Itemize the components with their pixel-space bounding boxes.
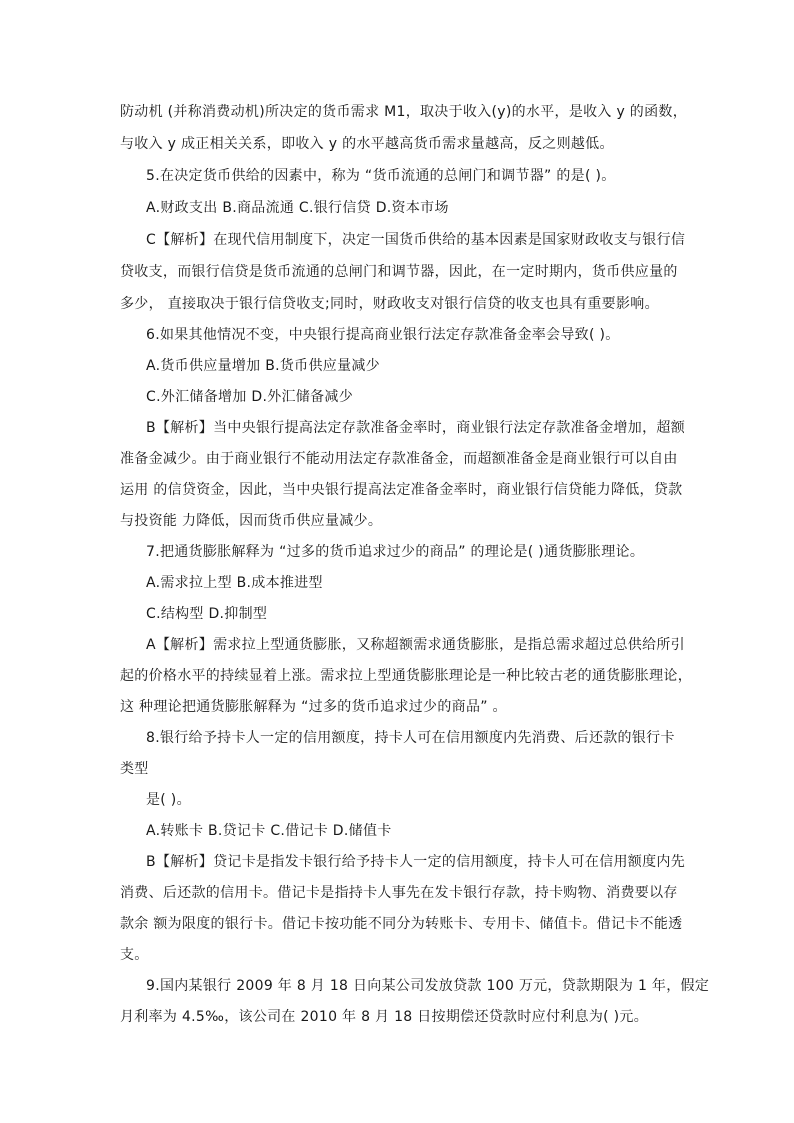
answer-7-line-1: A【解析】需求拉上型通货膨胀，又称超额需求通货膨胀，是指总需求超过总供给所引 (146, 637, 685, 653)
answer-5-line-2: 贷收支，而银行信贷是货币流通的总闸门和调节器，因此，在一定时期内，货币供应量的 (120, 264, 678, 280)
answer-6-line-2: 准备金减少。由于商业银行不能动用法定存款准备金，而超额准备金是商业银行可以自由 (120, 451, 678, 467)
question-7: 7.把通货膨胀解释为 “过多的货币追求过少的商品” 的理论是( )通货膨胀理论。 (146, 544, 645, 560)
answer-8-line-1: B【解析】贷记卡是指发卡银行给予持卡人一定的信用额度，持卡人可在信用额度内先 (146, 854, 686, 870)
question-8-options: A.转账卡 B.贷记卡 C.借记卡 D.储值卡 (146, 823, 392, 839)
answer-5-line-1: C【解析】在现代信用制度下，决定一国货币供给的基本因素是国家财政收支与银行信 (146, 232, 686, 248)
answer-7-line-2: 起的价格水平的持续显着上涨。需求拉上型通货膨胀理论是一种比较古老的通货膨胀理论， (120, 668, 692, 684)
question-5-options: A.财政支出 B.商品流通 C.银行信贷 D.资本市场 (146, 200, 449, 216)
question-6-options-cd: C.外汇储备增加 D.外汇储备减少 (146, 389, 354, 405)
question-8-line-2: 类型 (120, 761, 149, 777)
answer-6-line-3: 运用 的信贷资金，因此，当中央银行提高法定准备金率时，商业银行信贷能力降低，贷款 (120, 482, 683, 498)
paragraph-line-2: 与收入 y 成正相关关系，即收入 y 的水平越高货币需求量越高，反之则越低。 (120, 136, 614, 152)
answer-7-line-3: 这 种理论把通货膨胀解释为 “过多的货币追求过少的商品” 。 (120, 699, 507, 715)
answer-8-line-4: 支。 (120, 947, 149, 963)
answer-6-line-4: 与投资能 力降低，因而货币供应量减少。 (120, 513, 383, 529)
question-7-options-cd: C.结构型 D.抑制型 (146, 606, 268, 622)
answer-5-line-3: 多少， 直接取决于银行信贷收支;同时，财政收支对银行信贷的收支也具有重要影响。 (120, 296, 659, 312)
question-9: 9.国内某银行 2009 年 8 月 18 日向某公司发放贷款 100 万元，贷款期限为 1 年，假定 (146, 978, 710, 994)
question-8: 8.银行给予持卡人一定的信用额度，持卡人可在信用额度内先消费、后还款的银行卡 (146, 730, 675, 746)
question-8-line-3: 是( )。 (146, 792, 191, 808)
question-5: 5.在决定货币供给的因素中，称为 “货币流通的总闸门和调节器” 的是( )。 (146, 168, 616, 184)
question-7-options-ab: A.需求拉上型 B.成本推进型 (146, 575, 323, 591)
question-9-line-2: 月利率为 4.5‰，该公司在 2010 年 8 月 18 日按期偿还贷款时应付利息为( )元。 (120, 1009, 649, 1025)
question-6-options-ab: A.货币供应量增加 B.货币供应量减少 (146, 358, 380, 374)
question-6: 6.如果其他情况不变，中央银行提高商业银行法定存款准备金率会导致( )。 (146, 327, 620, 343)
answer-8-line-2: 消费、后还款的信用卡。借记卡是指持卡人事先在发卡银行存款，持卡购物、消费要以存 (120, 885, 678, 901)
answer-6-line-1: B【解析】当中央银行提高法定存款准备金率时，商业银行法定存款准备金增加，超额 (146, 420, 686, 436)
paragraph-line-1: 防动机 (并称消费动机)所决定的货币需求 M1，取决于收入(y)的水平，是收入 y 的函数， (120, 104, 688, 120)
answer-8-line-3: 款余 额为限度的银行卡。借记卡按功能不同分为转账卡、专用卡、储值卡。借记卡不能透 (120, 916, 683, 932)
